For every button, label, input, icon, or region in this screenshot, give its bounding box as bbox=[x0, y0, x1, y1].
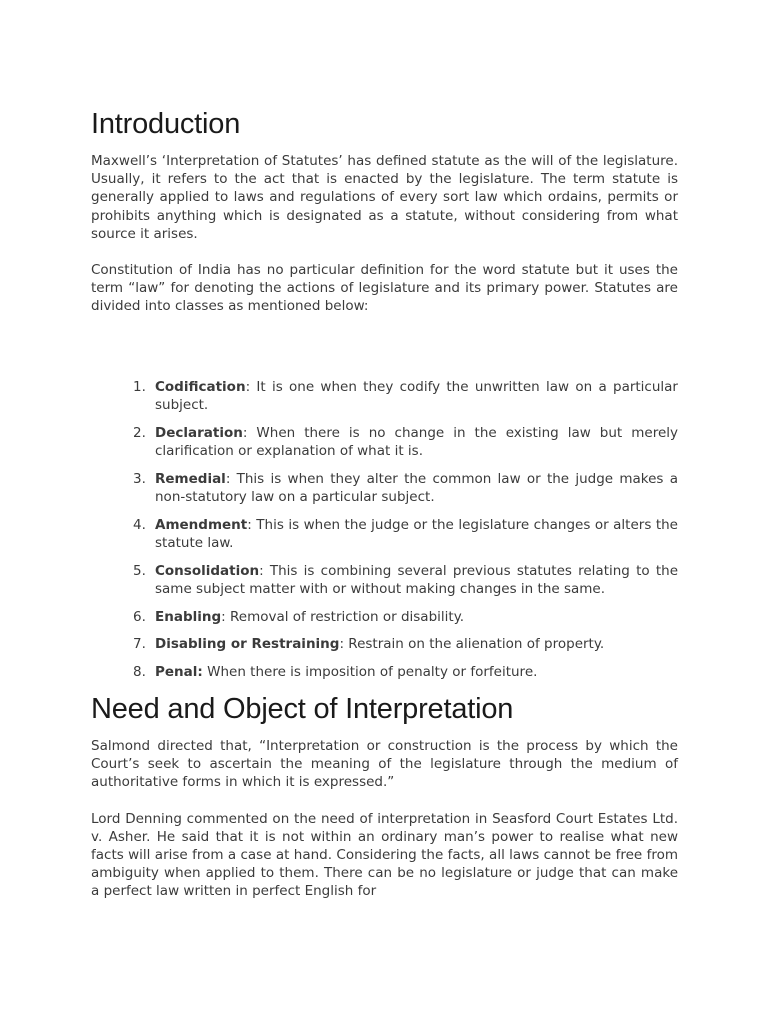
list-separator: : bbox=[245, 378, 251, 395]
list-number: 8. bbox=[133, 664, 146, 681]
list-description: It is one when they codify the unwritten law on a particular subject. bbox=[155, 378, 678, 413]
list-separator: : bbox=[339, 636, 345, 653]
need-paragraph-2: Lord Denning commented on the need of interpretation in Seasford Court Estates Ltd. v. Asher. He said that it is not within an ordinary man’s power to realise what new facts will arise from a case at hand. Considering the facts, all laws cannot be free from ambiguity when applied to them. There can be no legislature or judge that can make a perfect law written in perfect English for bbox=[91, 810, 678, 900]
list-description: When there is no change in the existing law but merely clarification or explanation of what it is. bbox=[155, 424, 678, 459]
list-number: 6. bbox=[133, 608, 146, 625]
list-number: 4. bbox=[133, 516, 146, 533]
list-item bbox=[91, 663, 678, 681]
list-number: 3. bbox=[133, 470, 146, 487]
list-number: 5. bbox=[133, 562, 146, 579]
list-description: This is when the judge or the legislature changes or alters the statute law. bbox=[155, 516, 678, 551]
list-item bbox=[91, 424, 678, 460]
list-description: This is when they alter the common law or the judge makes a non-statutory law on a particular subject. bbox=[155, 470, 678, 505]
list-separator: : bbox=[221, 608, 226, 625]
list-item bbox=[91, 635, 678, 653]
list-description: This is combining several previous statutes relating to the same subject matter with or without making changes in the same. bbox=[155, 562, 678, 597]
list-number: 1. bbox=[133, 378, 146, 395]
list-term: Penal: bbox=[155, 664, 203, 681]
list-item bbox=[91, 608, 678, 626]
intro-paragraph-1: Maxwell’s ‘Interpretation of Statutes’ has defined statute as the will of the legislature. Usually, it refers to the act that is enacted by the legislature. The term statute is generally applied to laws and regulations of every sort law which ordains, permits or prohibits anything which is designated as a statute, without considering from what source it arises. bbox=[91, 153, 678, 242]
list-separator: : bbox=[242, 424, 248, 441]
introduction-heading: Introduction bbox=[91, 108, 241, 140]
list-term: Declaration bbox=[155, 424, 243, 441]
intro-paragraph-2: Constitution of India has no particular definition for the word statute but it uses the term “law” for denoting the actions of legislature and its primary power. Statutes are divided into classes as mentioned below: bbox=[91, 262, 678, 315]
list-separator: : bbox=[225, 470, 231, 487]
list-term: Enabling bbox=[155, 608, 222, 625]
list-term: Amendment bbox=[155, 516, 248, 533]
list-item bbox=[91, 470, 678, 506]
list-description: Removal of restriction or disability. bbox=[225, 608, 465, 625]
document-page bbox=[91, 106, 678, 901]
list-item bbox=[91, 378, 678, 414]
list-item bbox=[91, 516, 678, 552]
list-description: Restrain on the alienation of property. bbox=[344, 636, 605, 653]
need-and-object-heading: Need and Object of Interpretation bbox=[91, 693, 514, 726]
statute-classes-list bbox=[91, 378, 678, 682]
list-separator: : bbox=[259, 562, 264, 579]
list-item bbox=[91, 562, 678, 598]
list-term: Remedial bbox=[155, 470, 226, 487]
list-term: Consolidation bbox=[155, 562, 260, 579]
list-description: When there is imposition of penalty or forfeiture. bbox=[202, 664, 538, 681]
list-number: 2. bbox=[133, 424, 146, 441]
list-term: Disabling or Restraining bbox=[155, 636, 340, 653]
list-term: Codification bbox=[155, 378, 246, 395]
list-separator: : bbox=[247, 516, 252, 533]
list-number: 7. bbox=[133, 636, 146, 653]
need-paragraph-1: Salmond directed that, “Interpretation or construction is the process by which the Court’s seek to ascertain the meaning of the legislature through the medium of authoritative forms in which it is expressed.” bbox=[91, 738, 678, 791]
